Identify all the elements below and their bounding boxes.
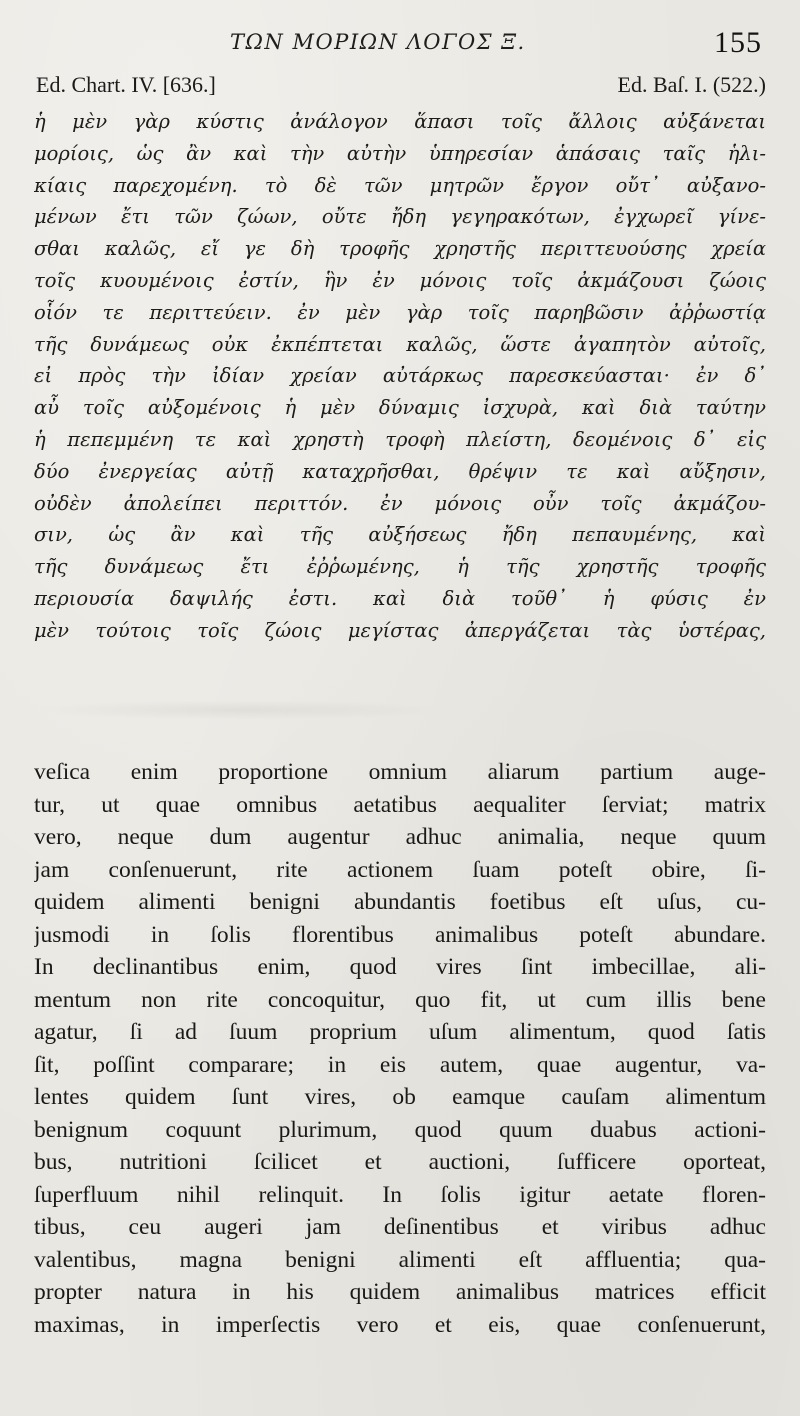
page-smudge: [30, 700, 450, 720]
latin-line: valentibus, magna benigni alimenti eſt affluentia; qua-: [34, 1246, 766, 1273]
latin-line: bus, nutritioni ſcilicet et auctioni, ſufficere oporteat,: [34, 1149, 766, 1175]
greek-text-block: [34, 106, 766, 647]
latin-text-block: [34, 756, 766, 1341]
edition-references: [36, 72, 766, 102]
greek-line: ἡ μὲν γὰρ κύστις ἀνάλογον ἅπασι τοῖς ἄλλοις αὐξάνεται: [34, 110, 766, 133]
latin-line: maximas, in imperſectis vero et eis, quae conſenuerunt,: [34, 1311, 766, 1338]
greek-line: μορίοις, ὡς ἂν καὶ τὴν αὐτὴν ὑπηρεσίαν ἁπάσαις ταῖς ἡλι-: [34, 141, 766, 165]
latin-line: lentes quidem ſunt vires, ob eamque cauſam alimentum: [34, 1084, 766, 1110]
greek-line: σθαι καλῶς, εἴ γε δὴ τροφῆς χρηστῆς περιττευούσης χρεία: [34, 237, 766, 261]
latin-line: mentum non rite concoquitur, quo fit, ut cum illis bene: [34, 986, 766, 1013]
running-title: ΤΩΝ ΜΟΡΙΩΝ ΛΟΓΟΣ Ξ.: [230, 30, 526, 54]
latin-line: propter natura in his quidem animalibus matrices efficit: [34, 1279, 766, 1305]
latin-line: ſuperfluum nihil relinquit. In ſolis igitur aetate floren-: [34, 1181, 766, 1208]
latin-line: ſit, poſſint comparare; in eis autem, quae augentur, va-: [34, 1051, 766, 1078]
greek-line: περιουσία δαψιλής ἐστι. καὶ διὰ τοῦθ᾽ ἡ φύσις ἐν: [34, 586, 766, 610]
greek-line: κίαις παρεχομένη. τὸ δὲ τῶν μητρῶν ἔργον οὔτ᾽ αὐξανο-: [34, 173, 766, 197]
greek-line: ἡ πεπεμμένη τε καὶ χρηστὴ τροφὴ πλείστη, δεομένοις δ᾽ εἰς: [34, 427, 766, 451]
running-head: [0, 28, 800, 64]
greek-line: τῆς δυνάμεως ἔτι ἐῤῥωμένης, ἡ τῆς χρηστῆς τροφῆς: [34, 555, 766, 579]
greek-line: αὖ τοῖς αὐξομένοις ἡ μὲν δύναμις ἰσχυρὰ, καὶ διὰ ταύτην: [34, 396, 766, 420]
edition-basel-ref: Ed. Baſ. I. (522.): [617, 72, 766, 97]
edition-chartier-ref: Ed. Chart. IV. [636.]: [36, 72, 216, 97]
greek-line: δύο ἐνεργείας αὐτῇ καταχρῆσθαι, θρέψιν τε καὶ αὔξησιν,: [34, 459, 766, 483]
latin-line: tur, ut quae omnibus aetatibus aequaliter ſerviat; matrix: [34, 791, 766, 818]
latin-line: agatur, ſi ad ſuum proprium uſum alimentum, quod ſatis: [34, 1019, 766, 1045]
latin-line: In declinantibus enim, quod vires ſint imbecillae, ali-: [34, 954, 766, 980]
greek-line: οὐδὲν ἀπολείπει περιττόν. ἐν μόνοις οὖν τοῖς ἀκμάζου-: [34, 491, 766, 515]
latin-line: quidem alimenti benigni abundantis foetibus eſt uſus, cu-: [34, 889, 766, 915]
greek-line: τῆς δυνάμεως οὐκ ἐκπέπτεται καλῶς, ὥστε ἀγαπητὸν αὐτοῖς,: [34, 332, 766, 356]
greek-line: μὲν τούτοις τοῖς ζώοις μεγίστας ἀπεργάζεται τὰς ὑστέρας,: [34, 618, 766, 642]
greek-line: μένων ἔτι τῶν ζώων, οὔτε ἤδη γεγηρακότων, ἐγχωρεῖ γίνε-: [34, 205, 766, 229]
latin-line: benignum coquunt plurimum, quod quum duabus actioni-: [34, 1116, 766, 1143]
latin-line: tibus, ceu augeri jam deſinentibus et viribus adhuc: [34, 1214, 766, 1240]
greek-line: οἷόν τε περιττεύειν. ἐν μὲν γὰρ τοῖς παρηβῶσιν ἀῤῥωστίᾳ: [34, 300, 766, 324]
latin-line: vero, neque dum augentur adhuc animalia, neque quum: [34, 824, 766, 850]
latin-line: veſica enim proportione omnium aliarum partium auge-: [34, 759, 766, 785]
page-number: 155: [714, 26, 762, 59]
greek-line: σιν, ὡς ἂν καὶ τῆς αὐξήσεως ἤδη πεπαυμένης, καὶ: [34, 523, 766, 547]
latin-line: jam conſenuerunt, rite actionem ſuam poteſt obire, ſi-: [34, 856, 766, 883]
greek-line: εἰ πρὸς τὴν ἰδίαν χρείαν αὐτάρκως παρεσκεύασται· ἐν δ᾽: [34, 364, 766, 388]
latin-line: jusmodi in ſolis florentibus animalibus poteſt abundare.: [34, 921, 766, 948]
greek-line: τοῖς κυουμένοις ἐστίν, ἣν ἐν μόνοις τοῖς ἀκμάζουσι ζώοις: [34, 268, 766, 292]
